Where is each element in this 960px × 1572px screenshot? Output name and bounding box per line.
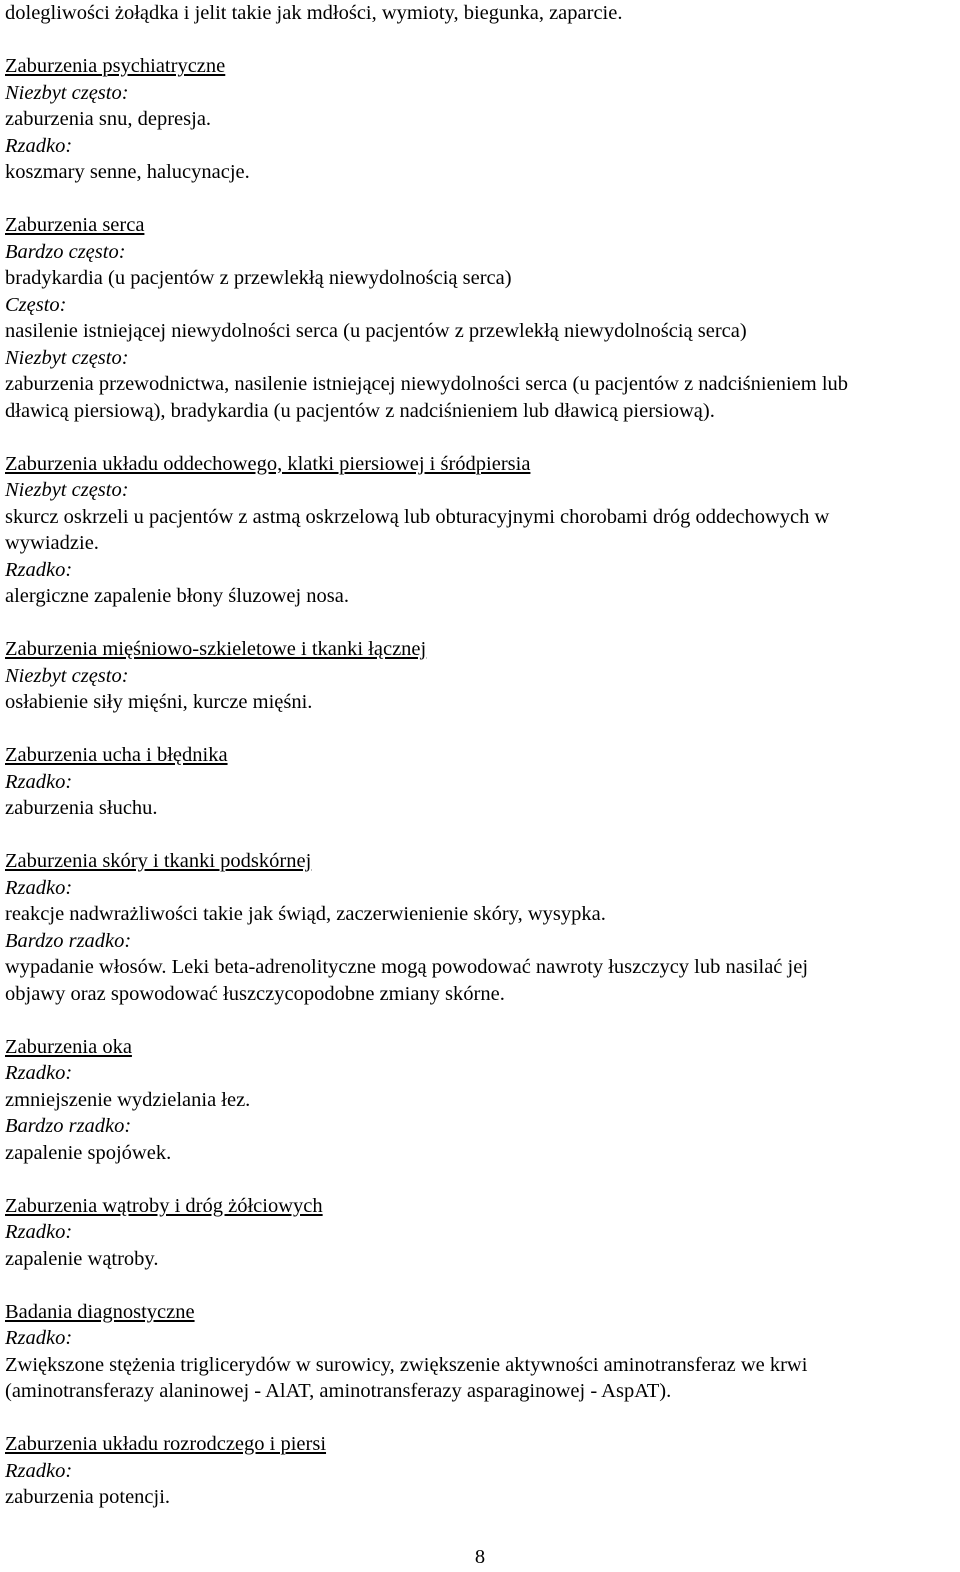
section-3 [5,610,955,716]
effect-text: zaburzenia potencji. [5,1486,171,1508]
effect-text: Zwiększone stężenia triglicerydów w surowicy, zwiększenie aktywności aminotransferaz we krwi [5,1353,808,1376]
frequency-label: Rzadko: [5,876,73,899]
section-9 [5,1405,955,1511]
section-heading: Zaburzenia psychiatryczne [5,55,226,77]
effect-text: zapalenie spojówek. [5,1141,172,1164]
section-heading: Badania diagnostyczne [5,1300,195,1323]
effect-text: objawy oraz spowodować łuszczycopodobne zmiany skórne. [5,982,505,1005]
section-gap [5,1007,955,1034]
section-8 [5,1272,955,1405]
effect-text: zaburzenia snu, depresja. [5,108,212,130]
section-heading: Zaburzenia oka [5,1035,132,1058]
effect-text: dławicą piersiową), bradykardia (u pacjentów z nadciśnieniem lub dławicą piersiową). [5,399,715,422]
section-1 [5,186,955,425]
effect-text: zaburzenia przewodnictwa, nasilenie istniejącej niewydolności serca (u pacjentów z nadciśnieniem lub [5,373,849,395]
effect-text: skurcz oskrzeli u pacjentów z astmą oskrzelową lub obturacyjnymi chorobami dróg oddechowych w [5,505,830,528]
intro-text: dolegliwości żołądka i jelit takie jak mdłości, wymioty, biegunka, zaparcie. [5,2,623,24]
section-heading: Zaburzenia serca [5,214,145,236]
section-gap [5,424,955,451]
effect-text: bradykardia (u pacjentów z przewlekłą niewydolnością serca) [5,267,512,289]
section-0 [5,27,955,186]
frequency-label: Bardzo rzadko: [5,929,132,952]
effect-text: (aminotransferazy alaninowej - AlAT, aminotransferazy asparaginowej - AspAT). [5,1380,672,1402]
effect-text: wywiadzie. [5,532,99,554]
section-gap [5,1272,955,1299]
section-6 [5,1007,955,1166]
effect-text: zmniejszenie wydzielania łez. [5,1088,251,1111]
section-gap [5,716,955,743]
effect-text: zaburzenia słuchu. [5,797,158,819]
page-number: 8 [474,1546,486,1568]
effect-text: osłabienie siły mięśni, kurcze mięśni. [5,691,313,713]
section-heading: Zaburzenia mięśniowo-szkieletowe i tkanki łącznej [5,638,427,660]
frequency-label: Bardzo często: [5,240,126,263]
frequency-label: Rzadko: [5,1459,73,1482]
section-2 [5,424,955,610]
section-heading: Zaburzenia skóry i tkanki podskórnej [5,850,312,872]
frequency-label: Niezbyt często: [5,81,129,104]
frequency-label: Rzadko: [5,1221,73,1243]
frequency-label: Rzadko: [5,558,73,581]
document-page [5,0,955,1511]
frequency-label: Rzadko: [5,1327,73,1349]
section-7 [5,1166,955,1272]
frequency-label: Bardzo rzadko: [5,1115,132,1137]
section-gap [5,822,955,849]
frequency-label: Niezbyt często: [5,346,129,369]
effect-text: reakcje nadwrażliwości takie jak świąd, zaczerwienienie skóry, wysypka. [5,903,606,925]
effect-text: nasilenie istniejącej niewydolności serca (u pacjentów z przewlekłą niewydolnością serca) [5,320,747,342]
frequency-label: Rzadko: [5,134,73,157]
section-5 [5,822,955,1008]
section-4 [5,716,955,822]
section-gap [5,186,955,213]
section-heading: Zaburzenia układu rozrodczego i piersi [5,1433,327,1455]
section-gap [5,1166,955,1193]
section-heading: Zaburzenia układu oddechowego, klatki piersiowej i śródpiersia [5,452,531,475]
frequency-label: Niezbyt często: [5,479,129,501]
section-heading: Zaburzenia ucha i błędnika [5,744,228,766]
section-heading: Zaburzenia wątroby i dróg żółciowych [5,1194,323,1217]
frequency-label: Rzadko: [5,1062,73,1084]
effect-text: alergiczne zapalenie błony śluzowej nosa. [5,585,349,607]
sections-list [5,27,955,1511]
frequency-label: Często: [5,293,67,316]
section-gap [5,1405,955,1432]
effect-text: wypadanie włosów. Leki beta-adrenolityczne mogą powodować nawroty łuszczycy lub nasilać jej [5,956,809,978]
frequency-label: Rzadko: [5,770,73,793]
effect-text: zapalenie wątroby. [5,1247,159,1270]
section-gap [5,610,955,637]
effect-text: koszmary senne, halucynacje. [5,161,250,183]
frequency-label: Niezbyt często: [5,664,129,687]
section-gap [5,27,955,54]
